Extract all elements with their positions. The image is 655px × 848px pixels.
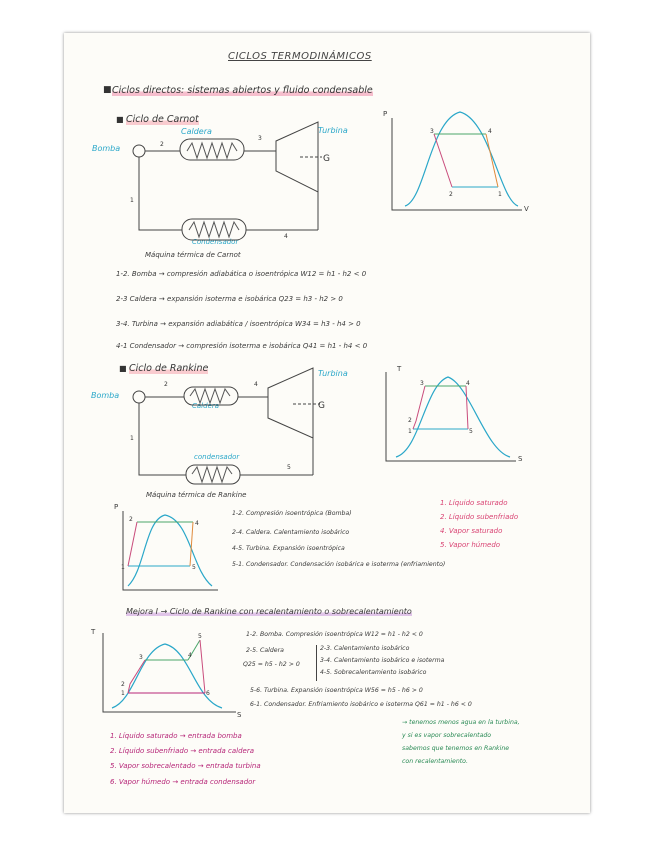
rankine-caldera-label: Caldera xyxy=(192,402,220,410)
carnot-condensador-label: Condensador xyxy=(192,238,239,246)
bullet-icon: ■ xyxy=(103,85,112,95)
carnot-point-2: 2 xyxy=(160,141,164,148)
svg-text:4: 4 xyxy=(488,128,492,135)
rankine-state-4: 4. Vapor saturado xyxy=(440,527,503,535)
mejora-list-1: 1. Líquido saturado → entrada bomba xyxy=(110,732,242,740)
svg-text:3: 3 xyxy=(420,380,424,387)
mejora-note-2: y si es vapor sobrecalentado xyxy=(402,732,492,739)
page-title: CICLOS TERMODINÁMICOS xyxy=(228,51,372,62)
svg-text:3: 3 xyxy=(139,654,143,661)
svg-text:2: 2 xyxy=(164,381,168,388)
mejora-note-4: con recalentamiento. xyxy=(402,758,468,765)
svg-text:G: G xyxy=(318,401,325,411)
svg-text:5: 5 xyxy=(287,464,291,471)
rankine-axis-p: P xyxy=(114,503,119,511)
svg-text:2: 2 xyxy=(129,516,133,523)
section-heading: Ciclos directos: sistemas abiertos y fluido condensable xyxy=(112,85,373,96)
svg-text:1: 1 xyxy=(121,690,125,697)
svg-text:1: 1 xyxy=(498,191,502,198)
svg-text:2: 2 xyxy=(408,417,412,424)
rankine-turbina-label: Turbina xyxy=(318,369,348,378)
rankine-state-1: 1. Líquido saturado xyxy=(440,499,508,507)
mejora-caldera: 2-5. Caldera xyxy=(246,647,284,654)
bullet-icon: ■ xyxy=(119,364,127,373)
svg-text:4: 4 xyxy=(188,652,192,659)
mejora-axis-s: S xyxy=(237,711,242,719)
mejora-heading: Mejora I → Ciclo de Rankine con recalentamiento o sobrecalentamiento xyxy=(126,607,412,616)
mejora-sub-3-4: 3-4. Calentamiento isobárico e isoterma xyxy=(320,657,445,664)
svg-text:1: 1 xyxy=(408,428,412,435)
svg-text:2: 2 xyxy=(449,191,453,198)
rankine-axis-s: S xyxy=(518,455,523,463)
carnot-step-1-2: 1-2. Bomba → compresión adiabática o isoentrópica W12 = h1 - h2 < 0 xyxy=(116,270,367,278)
rankine-step-5-1: 5-1. Condensador. Condensación isobárica e isoterma (enfriamiento) xyxy=(232,561,446,568)
svg-text:1: 1 xyxy=(121,564,125,571)
carnot-axis-p: P xyxy=(383,110,388,118)
rankine-step-4-5: 4-5. Turbina. Expansión isoentrópica xyxy=(232,545,345,552)
mejora-note-1: → tenemos menos agua en la turbina, xyxy=(402,719,520,726)
rankine-condensador-label: condensador xyxy=(194,453,240,461)
bullet-icon: ■ xyxy=(116,115,124,124)
svg-text:4: 4 xyxy=(254,381,258,388)
carnot-point-1: 1 xyxy=(130,197,134,204)
carnot-point-3: 3 xyxy=(258,135,262,142)
carnot-turbina-label: Turbina xyxy=(318,126,348,135)
carnot-step-3-4: 3-4. Turbina → expansión adiabática / isoentrópica W34 = h3 - h4 > 0 xyxy=(116,320,361,328)
mejora-step-5-6: 5-6. Turbina. Expansión isoentrópica W56 = h5 - h6 > 0 xyxy=(250,687,423,694)
rankine-state-2: 2. Líquido subenfriado xyxy=(440,513,519,521)
mejora-list-5: 5. Vapor sobrecalentado → entrada turbina xyxy=(110,762,261,770)
rankine-heading: Ciclo de Rankine xyxy=(129,363,209,374)
svg-text:2: 2 xyxy=(121,681,125,688)
mejora-axis-t: T xyxy=(91,628,96,636)
rankine-axis-t: T xyxy=(397,365,402,373)
mejora-list-2: 2. Líquido subenfriado → entrada caldera xyxy=(110,747,255,755)
mejora-q25: Q25 = h5 - h2 > 0 xyxy=(243,661,300,668)
mejora-sub-2-3: 2-3. Calentamiento isobárico xyxy=(320,645,410,652)
mejora-step-6-1: 6-1. Condensador. Enfriamiento isobárico e isoterma Q61 = h1 - h6 < 0 xyxy=(250,701,472,708)
carnot-generator-label: G xyxy=(323,154,330,164)
rankine-step-2-4: 2-4. Caldera. Calentamiento isobárico xyxy=(232,529,350,536)
mejora-note-3: sabemos que tenemos en Rankine xyxy=(402,745,510,752)
svg-text:5: 5 xyxy=(192,564,196,571)
rankine-bomba-label: Bomba xyxy=(91,391,120,400)
svg-text:4: 4 xyxy=(466,380,470,387)
svg-text:3: 3 xyxy=(430,128,434,135)
carnot-step-2-3: 2-3 Caldera → expansión isoterma e isobárica Q23 = h3 - h2 > 0 xyxy=(116,295,343,303)
carnot-heading: Ciclo de Carnot xyxy=(126,114,199,125)
carnot-axis-v: V xyxy=(524,205,529,213)
rankine-state-5: 5. Vapor húmedo xyxy=(440,541,501,549)
mejora-list-6: 6. Vapor húmedo → entrada condensador xyxy=(110,778,256,786)
rankine-caption: Máquina térmica de Rankine xyxy=(146,491,247,499)
svg-text:5: 5 xyxy=(469,428,473,435)
carnot-caption: Máquina térmica de Carnot xyxy=(145,251,241,259)
rankine-step-1-2: 1-2. Compresión isoentrópica (Bomba) xyxy=(232,510,352,517)
bracket-line xyxy=(316,645,317,681)
svg-text:4: 4 xyxy=(195,520,199,527)
carnot-step-4-1: 4-1 Condensador → compresión isoterma e isobárica Q41 = h1 - h4 < 0 xyxy=(116,342,368,350)
svg-text:6: 6 xyxy=(206,690,210,697)
carnot-bomba-label: Bomba xyxy=(92,144,121,153)
svg-text:5: 5 xyxy=(198,633,202,640)
mejora-step-1-2: 1-2. Bomba. Compresión isoentrópica W12 = h1 - h2 < 0 xyxy=(246,631,423,638)
carnot-point-4: 4 xyxy=(284,233,288,240)
svg-text:1: 1 xyxy=(130,435,134,442)
carnot-caldera-label: Caldera xyxy=(181,127,212,136)
mejora-sub-4-5: 4-5. Sobrecalentamiento isobárico xyxy=(320,669,427,676)
